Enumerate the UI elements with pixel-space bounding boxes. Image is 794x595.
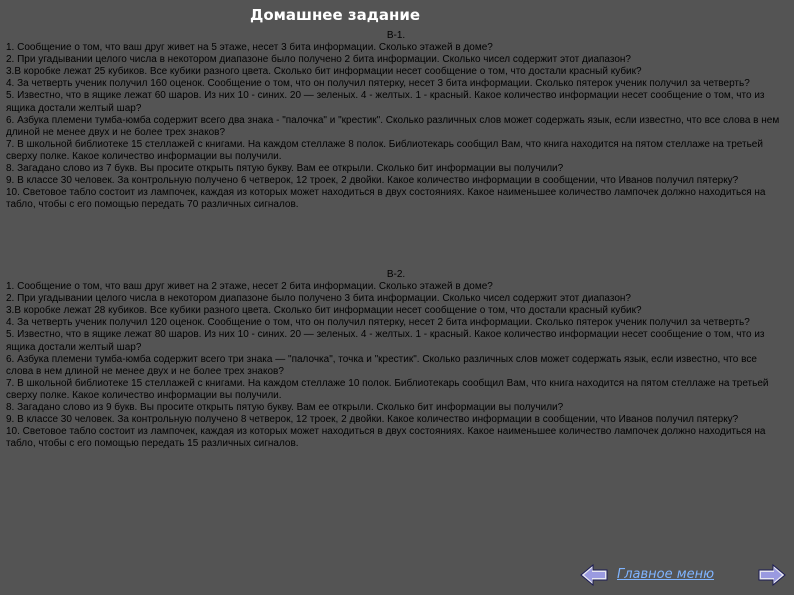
task-3: 3.В коробке лежат 28 кубиков. Все кубики разного цвета. Сколько бит информации несет сообщение о том, что достали красный кубик? bbox=[6, 305, 642, 317]
variant-2 bbox=[6, 269, 786, 450]
task-1: 1. Сообщение о том, что ваш друг живет на 2 этаже, несет 2 бита информации. Сколько этажей в доме? bbox=[6, 281, 493, 293]
task-8: 8. Загадано слово из 7 букв. Вы просите открыть пятую букву. Вам ее открыли. Сколько бит информации вы получили? bbox=[6, 163, 564, 175]
task-6: 6. Азбука племени тумба-юмба содержит всего три знака — "палочка", точка и "крестик". Сколько различных слов может содержать язык, если известно, что все слова в нем длиной не менее двух и не более трех знаков? bbox=[6, 353, 757, 377]
prev-slide-button[interactable] bbox=[580, 564, 608, 586]
task-2: 2. При угадывании целого числа в некотором диапазоне было получено 3 бита информации. Сколько чисел содержит этот диапазон? bbox=[6, 293, 631, 305]
task-5: 5. Известно, что в ящике лежат 80 шаров. Из них 10 - синих. 20 — зеленых. 4 - желтых. 1 - красный. Какое количество информации несет сообщение о том, что из ящика достали желтый шар? bbox=[6, 329, 765, 353]
task-7: 7. В школьной библиотеке 15 стеллажей с книгами. На каждом стеллаже 10 полок. Библиотекарь сообщил Вам, что книга находится на пятом стеллаже на третьей сверху полке. Какое количество информации вы получили. bbox=[6, 377, 769, 401]
task-2: 2. При угадывании целого числа в некотором диапазоне было получено 2 бита информации. Сколько чисел содержит этот диапазон? bbox=[6, 54, 631, 66]
task-9: 9. В классе 30 человек. За контрольную получено 8 четверок, 12 троек, 2 двойки. Какое количество информации в сообщении, что Иванов получил пятерку? bbox=[6, 414, 739, 426]
task-9: 9. В классе 30 человек. За контрольную получено 6 четверок, 12 троек, 2 двойки. Какое количество информации в сообщении, что Иванов получил пятерку? bbox=[6, 175, 739, 187]
task-5: 5. Известно, что в ящике лежат 60 шаров. Из них 10 - синих. 20 — зеленых. 4 - желтых. 1 - красный. Какое количество информации несет сообщение о том, что из ящика достали желтый шар? bbox=[6, 90, 765, 114]
task-10: 10. Световое табло состоит из лампочек, каждая из которых может находиться в двух состояниях. Какое наименьшее количество лампочек должно находиться на табло, чтобы с его помощью передать 15 различных сигналов. bbox=[6, 426, 766, 450]
task-1: 1. Сообщение о том, что ваш друг живет на 5 этаже, несет 3 бита информации. Сколько этажей в доме? bbox=[6, 42, 493, 54]
home-menu-link[interactable]: Главное меню bbox=[617, 567, 715, 582]
arrow-left-icon bbox=[580, 564, 608, 586]
task-6: 6. Азбука племени тумба-юмба содержит всего два знака - "палочка" и "крестик". Сколько различных слов может содержать язык, если известно, что все слова в нем длиной не менее двух и не более трех знаков? bbox=[6, 114, 780, 138]
task-4: 4. За четверть ученик получил 120 оценок. Сообщение о том, что он получил пятерку, несет 2 бита информации. Сколько пятерок ученик получил за четверть? bbox=[6, 317, 750, 329]
footer-nav bbox=[580, 564, 786, 588]
task-10: 10. Световое табло состоит из лампочек, каждая из которых может находиться в двух состояниях. Какое наименьшее количество лампочек должно находиться на табло, чтобы с его помощью передать 70 различных сигналов. bbox=[6, 187, 766, 211]
arrow-right-icon bbox=[758, 564, 786, 586]
task-3: 3.В коробке лежат 25 кубиков. Все кубики разного цвета. Сколько бит информации несет сообщение о том, что достали красный кубик? bbox=[6, 66, 642, 78]
variant-1-heading: В-1. bbox=[386, 30, 406, 41]
task-8: 8. Загадано слово из 9 букв. Вы просите открыть пятую букву. Вам ее открыли. Сколько бит информации вы получили? bbox=[6, 402, 564, 414]
task-7: 7. В школьной библиотеке 15 стеллажей с книгами. На каждом стеллаже 8 полок. Библиотекарь сообщил Вам, что книга находится на пятом стеллаже на третьей сверху полке. Какое количество информации вы получили. bbox=[6, 138, 763, 162]
task-4: 4. За четверть ученик получил 160 оценок. Сообщение о том, что он получил пятерку, несет 3 бита информации. Сколько пятерок ученик получил за четверть? bbox=[6, 78, 750, 90]
page-title: Домашнее задание bbox=[249, 6, 421, 24]
variant-2-heading: В-2. bbox=[386, 269, 406, 280]
next-slide-button[interactable] bbox=[758, 564, 786, 586]
variant-1 bbox=[6, 30, 786, 211]
